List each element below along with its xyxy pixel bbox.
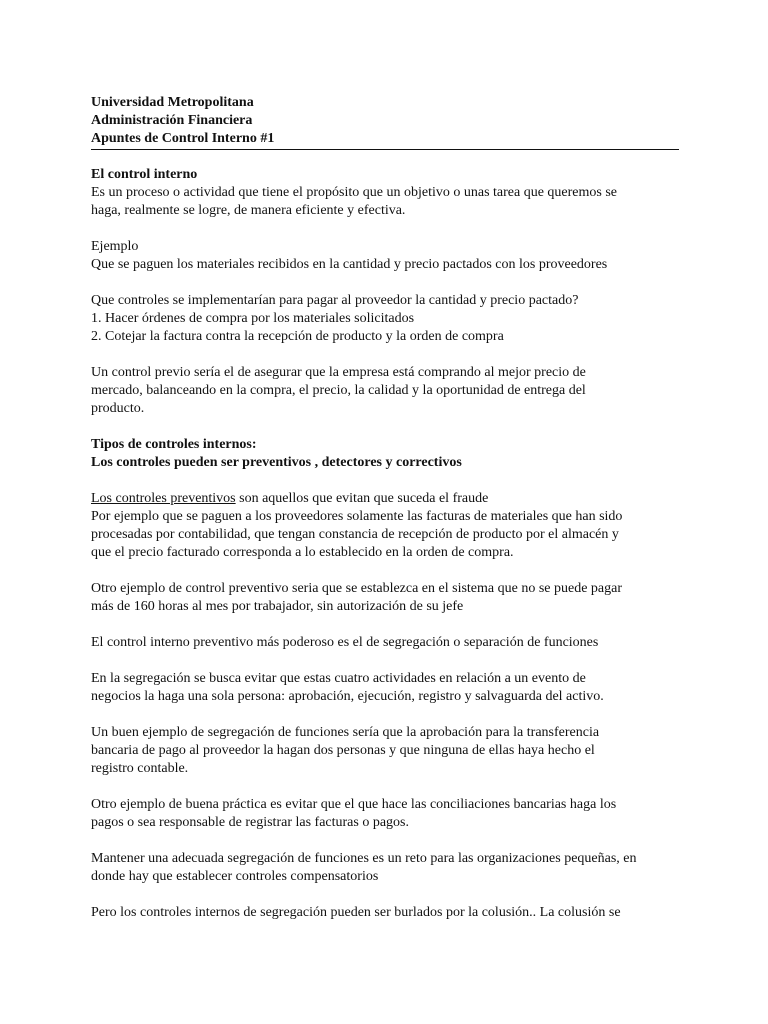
paragraph-line: bancaria de pago al proveedor la hagan dos personas y que ninguna de ellas haya hecho el <box>91 743 595 758</box>
intro-section <box>91 166 679 220</box>
section-heading: El control interno <box>91 167 198 182</box>
paragraph-line: Un buen ejemplo de segregación de funciones sería que la aprobación para la transferencia <box>91 725 600 740</box>
otro-ejemplo-2-paragraph <box>91 796 679 832</box>
paragraph-line: Otro ejemplo de control preventivo seria que se establezca en el sistema que no se puede pagar <box>91 581 623 596</box>
question-section <box>91 292 679 346</box>
paragraph-line: En la segregación se busca evitar que estas cuatro actividades en relación a un evento de <box>91 671 586 686</box>
list-item: 1. Hacer órdenes de compra por los materiales solicitados <box>91 311 415 326</box>
paragraph-line: negocios la haga una sola persona: aprobación, ejecución, registro y salvaguarda del activo. <box>91 689 604 704</box>
section-heading: Tipos de controles internos: <box>91 437 257 452</box>
course-name: Administración Financiera <box>91 113 253 128</box>
paragraph-line <box>91 490 679 508</box>
paragraph-line: El control interno preventivo más poderoso es el de segregación o separación de funciones <box>91 635 599 650</box>
paragraph-line: Pero los controles internos de segregación pueden ser burlados por la colusión.. La colusión se <box>91 905 621 920</box>
paragraph-line: Otro ejemplo de buena práctica es evitar que el que hace las conciliaciones bancarias haga los <box>91 797 617 812</box>
paragraph-line: Que se paguen los materiales recibidos en la cantidad y precio pactados con los proveedores <box>91 257 608 272</box>
tipos-section <box>91 436 679 472</box>
list-item: 2. Cotejar la factura contra la recepción de producto y la orden de compra <box>91 329 504 344</box>
paragraph-line: mercado, balanceando en la compra, el precio, la calidad y la oportunidad de entrega del <box>91 383 586 398</box>
paragraph-line: registro contable. <box>91 761 189 776</box>
paragraph-line: pagos o sea responsable de registrar las facturas o pagos. <box>91 815 410 830</box>
underlined-term: Los controles preventivos <box>91 491 236 506</box>
document-title: Apuntes de Control Interno #1 <box>91 130 679 150</box>
segregacion-paragraph <box>91 634 679 652</box>
example-section <box>91 238 679 274</box>
busca-paragraph <box>91 670 679 706</box>
buen-ejemplo-paragraph <box>91 724 679 778</box>
paragraph-line: haga, realmente se logre, de manera eficiente y efectiva. <box>91 203 406 218</box>
paragraph-line: Que controles se implementarían para pagar al proveedor la cantidad y precio pactado? <box>91 293 579 308</box>
paragraph-line: procesadas por contabilidad, que tengan constancia de recepción de producto por el almacén y <box>91 527 619 542</box>
paragraph-line: Es un proceso o actividad que tiene el propósito que un objetivo o unas tarea que queremos se <box>91 185 618 200</box>
document-header <box>91 94 679 150</box>
paragraph-line: Mantener una adecuada segregación de funciones es un reto para las organizaciones pequeñas, en <box>91 851 637 866</box>
inline-text: son aquellos que evitan que suceda el fraude <box>235 491 489 506</box>
paragraph-line: que el precio facturado corresponda a lo establecido en la orden de compra. <box>91 545 514 560</box>
paragraph-line: más de 160 horas al mes por trabajador, sin autorización de su jefe <box>91 599 464 614</box>
mantener-paragraph <box>91 850 679 886</box>
paragraph-line: Por ejemplo que se paguen a los proveedores solamente las facturas de materiales que han sido <box>91 509 623 524</box>
paragraph-line: donde hay que establecer controles compensatorios <box>91 869 379 884</box>
university-name: Universidad Metropolitana <box>91 95 254 110</box>
example-label: Ejemplo <box>91 239 139 254</box>
colusion-paragraph <box>91 904 679 922</box>
section-subheading: Los controles pueden ser preventivos , detectores y correctivos <box>91 455 462 470</box>
paragraph-line: producto. <box>91 401 145 416</box>
paragraph-line: Un control previo sería el de asegurar que la empresa está comprando al mejor precio de <box>91 365 586 380</box>
otro-ejemplo-paragraph <box>91 580 679 616</box>
previo-paragraph <box>91 364 679 418</box>
preventivos-paragraph <box>91 490 679 562</box>
document-body <box>91 94 679 922</box>
